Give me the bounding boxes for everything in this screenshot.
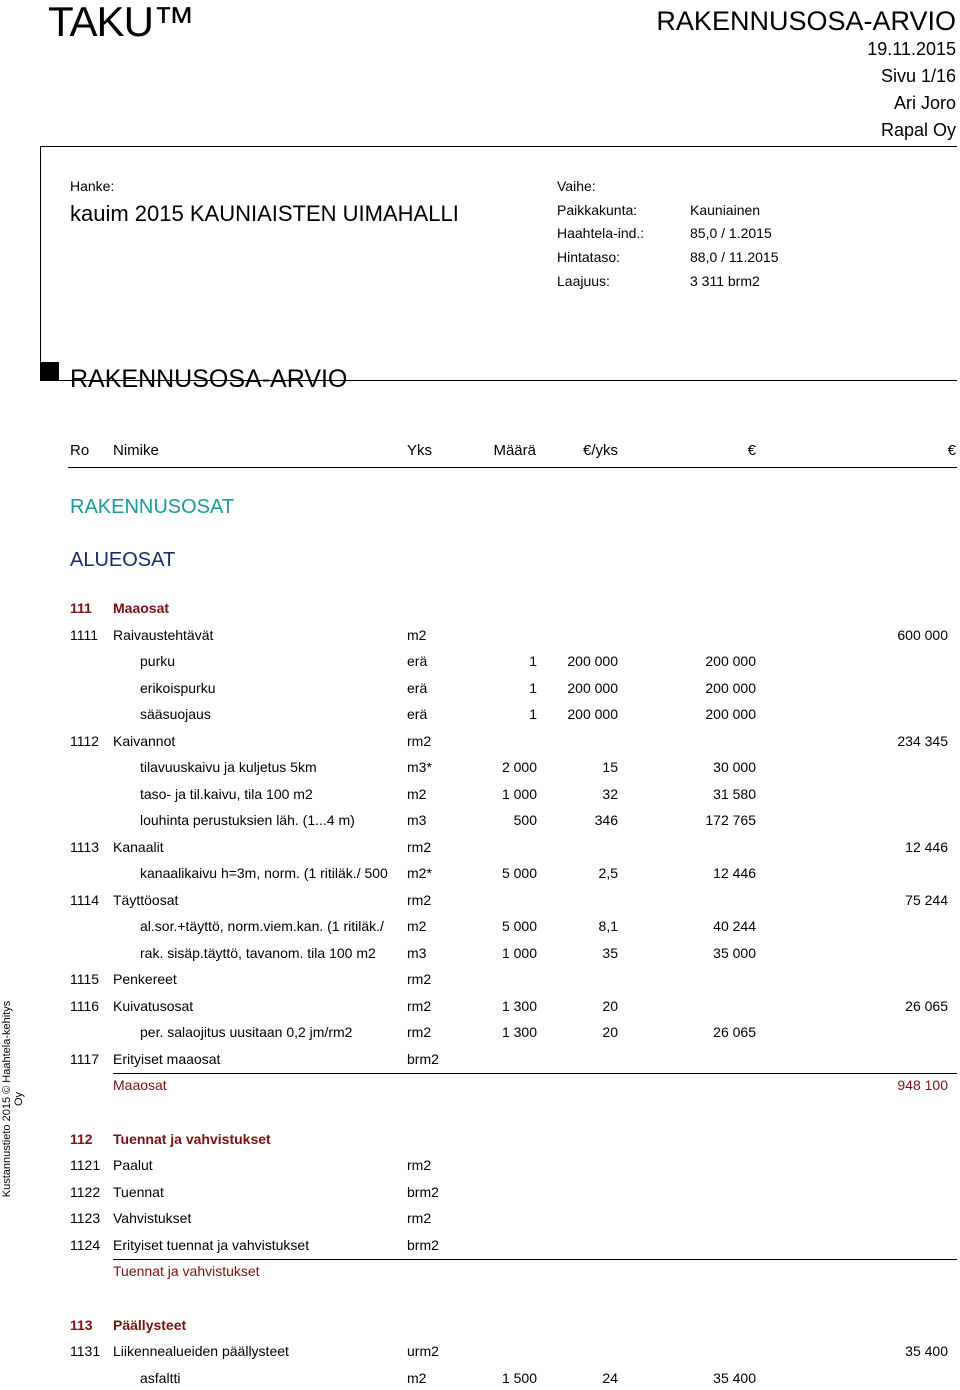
row-quantity: 1 300: [501, 998, 537, 1014]
row-quantity: 1: [529, 680, 537, 696]
row-unit: rm2: [407, 733, 432, 749]
row-unit: m2*: [407, 865, 432, 881]
app-logo: TAKU™: [48, 0, 194, 45]
row-name: asfaltti: [140, 1370, 181, 1386]
sub-item-row: [0, 1024, 960, 1044]
item-row: [0, 1051, 960, 1071]
sub-item-row: [0, 918, 960, 938]
item-row: [0, 839, 960, 859]
row-quantity: 1: [529, 706, 537, 722]
item-row: [0, 1184, 960, 1204]
row-total: 75 244: [905, 892, 948, 908]
company-name: Rapal Oy: [880, 120, 956, 140]
row-subtotal: 200 000: [705, 653, 756, 669]
row-name: Täyttöosat: [113, 892, 179, 908]
row-subtotal: 30 000: [713, 759, 756, 775]
col-header-nimike: Nimike: [113, 442, 159, 459]
row-total: 600 000: [897, 627, 948, 643]
item-row: [0, 1237, 960, 1257]
row-subtotal: 200 000: [705, 706, 756, 722]
row-unit: erä: [407, 680, 428, 696]
row-name: kanaalikaivu h=3m, norm. (1 ritiläk./ 500: [140, 865, 388, 881]
col-header-sum1: €: [747, 442, 756, 459]
field-label: Paikkakunta:: [557, 202, 638, 218]
row-name: Paalut: [113, 1157, 153, 1173]
row-quantity: 1 000: [501, 786, 537, 802]
row-code: 1113: [70, 839, 100, 855]
col-header-maara: Määrä: [493, 442, 536, 459]
col-header-per-unit: €/yks: [582, 442, 618, 459]
row-unit: rm2: [407, 892, 432, 908]
item-row: [0, 892, 960, 912]
row-unit: erä: [407, 653, 428, 669]
col-header-ro: Ro: [70, 442, 90, 459]
row-unit: m3: [407, 812, 427, 828]
sub-item-row: [0, 706, 960, 726]
row-subtotal: 200 000: [705, 680, 756, 696]
section-marker: [40, 362, 59, 381]
sum-line: [113, 1259, 957, 1260]
item-row: [0, 998, 960, 1018]
left-frame-line: [40, 146, 41, 362]
row-name: Liikennealueiden päällysteet: [113, 1343, 289, 1359]
row-code: 1124: [70, 1237, 101, 1253]
field-label: Haahtela-ind.:: [557, 225, 645, 241]
field-label: Laajuus:: [557, 273, 610, 289]
row-name: al.sor.+täyttö, norm.viem.kan. (1 ritiläk./: [140, 918, 384, 934]
row-code: 113: [70, 1317, 93, 1333]
page-number: Sivu 1/16: [880, 66, 956, 86]
sum-line: [113, 1073, 957, 1074]
group-row: [0, 1131, 960, 1151]
document-title: RAKENNUSOSA-ARVIO: [656, 6, 956, 36]
row-name: taso- ja til.kaivu, tila 100 m2: [140, 786, 313, 802]
sub-item-row: [0, 945, 960, 965]
row-name: Kuivatusosat: [113, 998, 194, 1014]
row-unit: rm2: [407, 998, 432, 1014]
row-name: Tuennat: [113, 1184, 164, 1200]
row-quantity: 5 000: [501, 865, 537, 881]
row-quantity: 1 300: [501, 1024, 537, 1040]
row-unit-price: 200 000: [567, 706, 618, 722]
row-quantity: 500: [513, 812, 537, 828]
row-unit: rm2: [407, 1157, 432, 1173]
row-unit: rm2: [407, 1210, 432, 1226]
row-name: louhinta perustuksien läh. (1...4 m): [140, 812, 355, 828]
row-unit: urm2: [407, 1343, 439, 1359]
item-row: [0, 1210, 960, 1230]
row-name: Penkereet: [113, 971, 177, 987]
header-divider: [40, 146, 957, 147]
row-code: 1123: [70, 1210, 101, 1226]
sum-total: 948 100: [897, 1077, 948, 1093]
row-unit: m2: [407, 786, 427, 802]
row-total: 26 065: [905, 998, 948, 1014]
row-unit: rm2: [407, 1024, 432, 1040]
row-name: Raivaustehtävät: [113, 627, 214, 643]
row-unit: rm2: [407, 839, 432, 855]
sub-item-row: [0, 865, 960, 885]
hanke-label: Hanke:: [70, 178, 115, 194]
field-value: Kauniainen: [690, 202, 761, 218]
row-name: Kanaalit: [113, 839, 164, 855]
row-unit-price: 35: [602, 945, 618, 961]
row-total: 35 400: [905, 1343, 948, 1359]
row-unit: brm2: [407, 1051, 439, 1067]
group-row: [0, 1317, 960, 1337]
row-unit: rm2: [407, 971, 432, 987]
subgroup-title: ALUEOSAT: [70, 549, 176, 571]
row-code: 1114: [70, 892, 100, 908]
row-unit-price: 200 000: [567, 653, 618, 669]
row-code: 1116: [70, 998, 100, 1014]
row-unit: brm2: [407, 1184, 439, 1200]
row-unit-price: 20: [602, 998, 618, 1014]
sum-label: Tuennat ja vahvistukset: [113, 1263, 260, 1279]
row-unit: m3: [407, 945, 427, 961]
item-row: [0, 733, 960, 753]
group-row: [0, 600, 960, 620]
column-header-underline: [68, 467, 957, 468]
row-name: erikoispurku: [140, 680, 216, 696]
field-label: Hintataso:: [557, 249, 621, 265]
row-name: tilavuuskaivu ja kuljetus 5km: [140, 759, 317, 775]
group-title: RAKENNUSOSAT: [70, 496, 235, 518]
row-subtotal: 26 065: [713, 1024, 756, 1040]
row-quantity: 1 500: [501, 1370, 537, 1386]
row-code: 112: [70, 1131, 93, 1147]
row-code: 1121: [70, 1157, 101, 1173]
sub-item-row: [0, 812, 960, 832]
copyright-side-text: Kustannustieto 2015 © Haahtela-kehitys Oy: [1, 1000, 25, 1198]
col-header-sum2: €: [947, 442, 956, 459]
row-unit: m3*: [407, 759, 432, 775]
section-title: RAKENNUSOSA-ARVIO: [70, 365, 348, 393]
sub-item-row: [0, 653, 960, 673]
row-subtotal: 31 580: [713, 786, 756, 802]
row-name: Vahvistukset: [113, 1210, 192, 1226]
row-name: purku: [140, 653, 176, 669]
row-subtotal: 40 244: [713, 918, 756, 934]
col-header-yks: Yks: [407, 442, 433, 459]
row-unit-price: 32: [602, 786, 618, 802]
project-name: kauim 2015 KAUNIAISTEN UIMAHALLI: [70, 201, 459, 226]
field-value: 85,0 / 1.2015: [690, 225, 772, 241]
row-code: 1117: [70, 1051, 100, 1067]
row-unit-price: 346: [594, 812, 618, 828]
row-name: Kaivannot: [113, 733, 176, 749]
row-total: 12 446: [905, 839, 948, 855]
sub-item-row: [0, 680, 960, 700]
field-value: 3 311 brm2: [690, 273, 760, 289]
row-name: per. salaojitus uusitaan 0,2 jm/rm2: [140, 1024, 353, 1040]
row-unit-price: 2,5: [598, 865, 618, 881]
row-subtotal: 172 765: [705, 812, 756, 828]
item-row: [0, 627, 960, 647]
row-name: sääsuojaus: [140, 706, 211, 722]
row-name: Tuennat ja vahvistukset: [113, 1131, 271, 1147]
row-code: 1131: [70, 1343, 101, 1359]
row-quantity: 5 000: [501, 918, 537, 934]
row-unit: m2: [407, 1370, 427, 1386]
item-row: [0, 1343, 960, 1363]
row-quantity: 1 000: [501, 945, 537, 961]
row-unit-price: 8,1: [598, 918, 618, 934]
sub-item-row: [0, 786, 960, 806]
row-subtotal: 12 446: [713, 865, 756, 881]
row-unit: erä: [407, 706, 428, 722]
row-unit-price: 15: [602, 759, 618, 775]
row-unit-price: 200 000: [567, 680, 618, 696]
row-name: rak. sisäp.täyttö, tavanom. tila 100 m2: [140, 945, 376, 961]
row-quantity: 1: [529, 653, 537, 669]
row-unit: m2: [407, 918, 427, 934]
row-unit: brm2: [407, 1237, 439, 1253]
row-unit: m2: [407, 627, 427, 643]
row-subtotal: 35 400: [713, 1370, 756, 1386]
row-code: 1111: [70, 627, 99, 643]
row-code: 1115: [70, 971, 100, 987]
row-code: 1122: [70, 1184, 101, 1200]
row-quantity: 2 000: [501, 759, 537, 775]
row-code: 1112: [70, 733, 100, 749]
vaihe-label: Vaihe:: [557, 178, 596, 194]
sub-item-row: [0, 759, 960, 779]
row-code: 111: [70, 600, 92, 616]
field-value: 88,0 / 11.2015: [690, 249, 779, 265]
document-date: 19.11.2015: [867, 39, 956, 59]
row-name: Maaosat: [113, 600, 170, 616]
sum-row: [0, 1077, 960, 1097]
sub-item-row: [0, 1370, 960, 1390]
sum-row: [0, 1263, 960, 1283]
item-row: [0, 971, 960, 991]
author-name: Ari Joro: [893, 93, 956, 113]
row-subtotal: 35 000: [713, 945, 756, 961]
row-total: 234 345: [897, 733, 948, 749]
row-name: Päällysteet: [113, 1317, 187, 1333]
row-unit-price: 20: [602, 1024, 618, 1040]
row-unit-price: 24: [602, 1370, 618, 1386]
sum-label: Maaosat: [113, 1077, 167, 1093]
row-name: Erityiset tuennat ja vahvistukset: [113, 1237, 310, 1253]
row-name: Erityiset maaosat: [113, 1051, 221, 1067]
item-row: [0, 1157, 960, 1177]
